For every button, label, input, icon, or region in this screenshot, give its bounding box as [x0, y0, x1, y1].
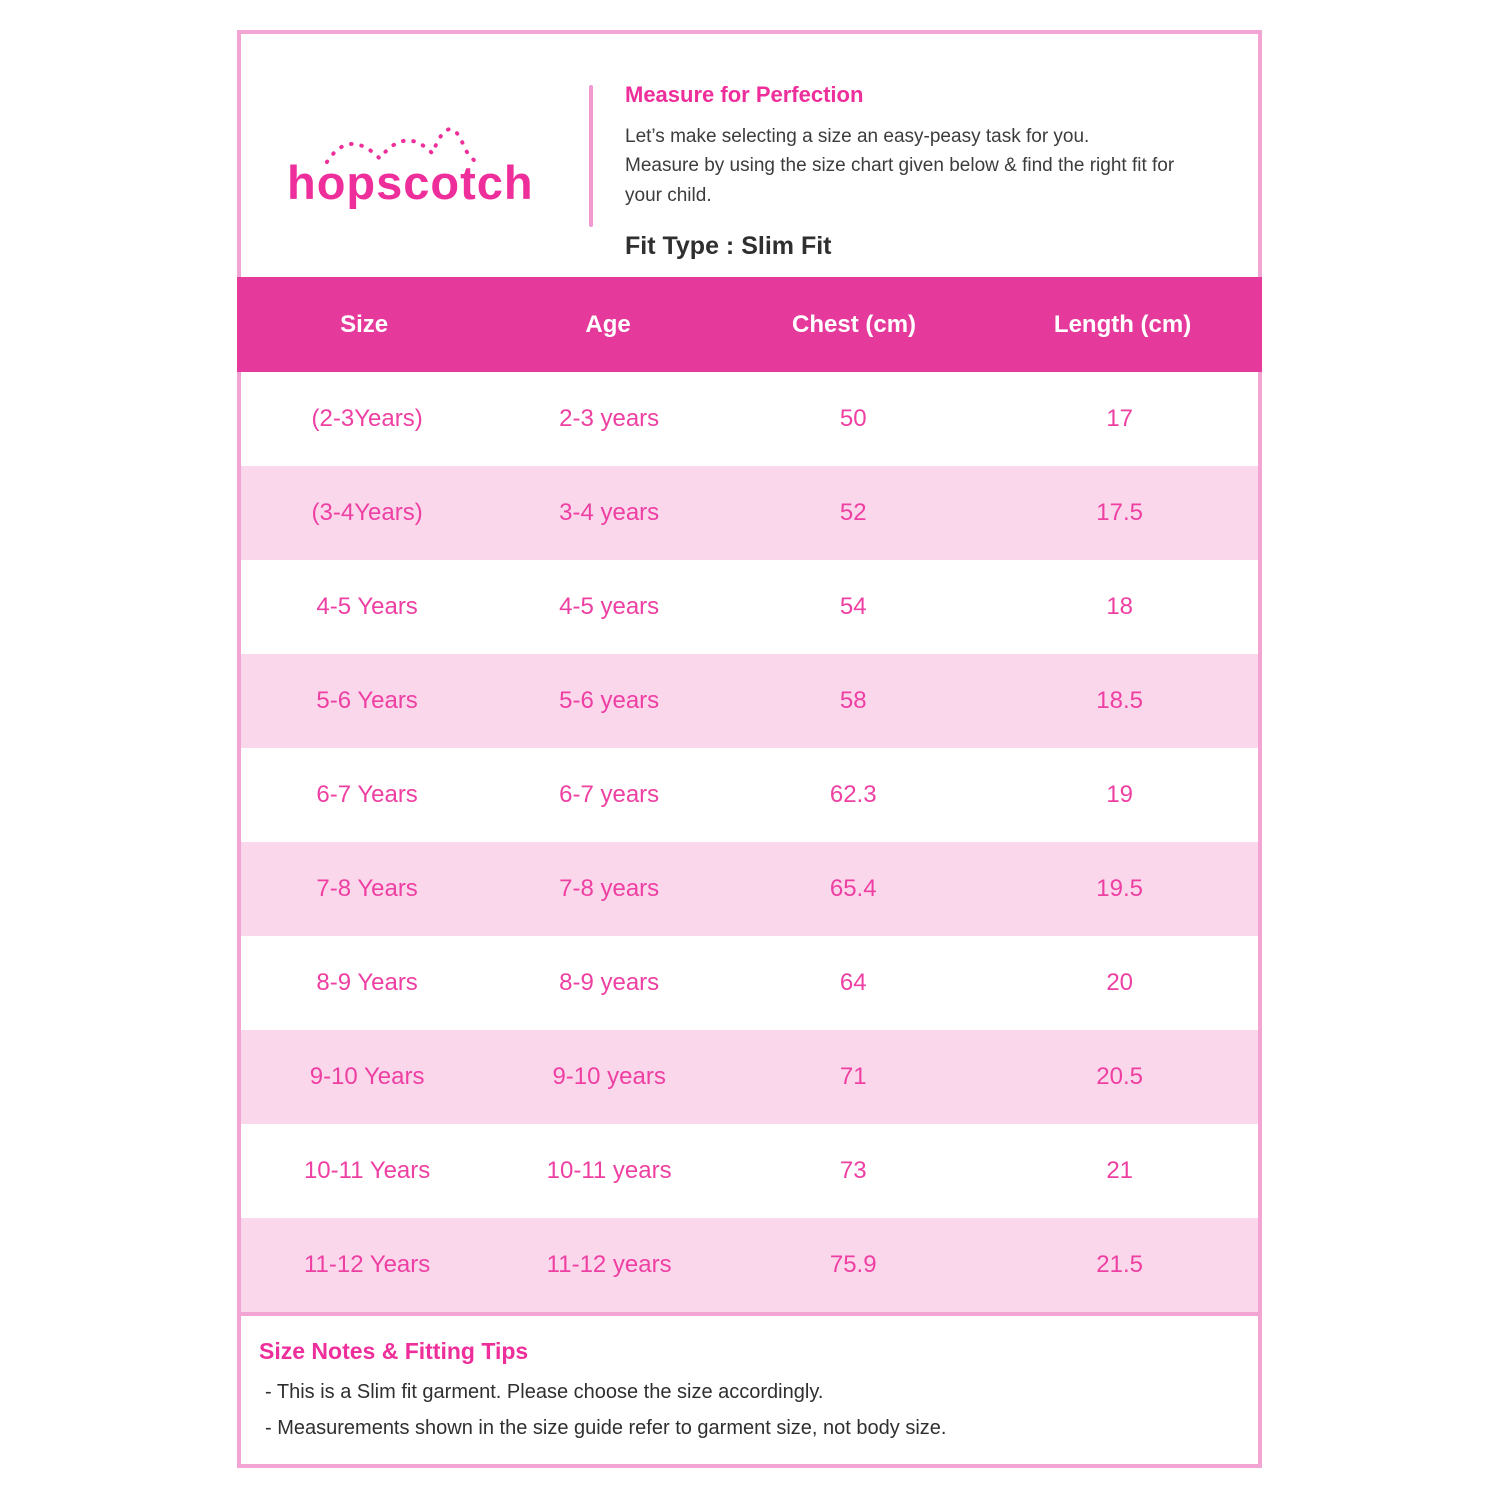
column-header-length: Length (cm)	[1053, 310, 1192, 338]
cell-chest: 73	[839, 1157, 867, 1184]
intro-body	[625, 122, 1203, 210]
column-header-size: Size	[340, 310, 389, 338]
table-row	[241, 372, 1258, 466]
cell-chest: 75.9	[829, 1251, 877, 1278]
cell-age: 3-4 years	[559, 499, 660, 526]
cell-chest: 52	[839, 499, 867, 526]
cell-age: 9-10 years	[552, 1063, 666, 1090]
table-body	[241, 372, 1258, 1312]
table-row	[241, 654, 1258, 748]
table-row	[241, 1030, 1258, 1124]
cell-age: 8-9 years	[559, 969, 660, 996]
cell-chest: 50	[839, 405, 867, 432]
fit-type-label: Fit Type : Slim Fit	[625, 232, 832, 261]
cell-chest: 71	[839, 1063, 867, 1090]
header-section	[241, 34, 1258, 277]
cell-length: 18	[1106, 593, 1134, 620]
intro-block	[593, 34, 1258, 261]
note-item: - Measurements shown in the size guide refer to garment size, not body size.	[265, 1417, 947, 1439]
table-row	[241, 936, 1258, 1030]
notes-section	[241, 1312, 1258, 1464]
brand-logo	[287, 113, 547, 209]
cell-size: 4-5 Years	[316, 593, 418, 620]
cell-length: 20	[1106, 969, 1134, 996]
cell-age: 6-7 years	[559, 781, 660, 808]
cell-age: 2-3 years	[559, 405, 660, 432]
intro-line-1: Let’s make selecting a size an easy-peasy task for you.	[625, 126, 1090, 147]
table-row	[241, 842, 1258, 936]
cell-chest: 65.4	[829, 875, 877, 902]
cell-age: 5-6 years	[559, 687, 660, 714]
cell-size: 8-9 Years	[316, 969, 418, 996]
intro-line-2: Measure by using the size chart given below & find the right fit for your child.	[625, 155, 1175, 206]
cell-size: 6-7 Years	[316, 781, 418, 808]
cell-size: 7-8 Years	[316, 875, 418, 902]
notes-heading: Size Notes & Fitting Tips	[259, 1338, 529, 1364]
cell-chest: 62.3	[829, 781, 877, 808]
cell-length: 21.5	[1096, 1251, 1144, 1278]
table-row	[241, 560, 1258, 654]
cell-size: 9-10 Years	[309, 1063, 425, 1090]
cell-chest: 54	[839, 593, 867, 620]
cell-age: 4-5 years	[559, 593, 660, 620]
cell-length: 17	[1106, 405, 1134, 432]
column-header-chest: Chest (cm)	[792, 310, 917, 338]
cell-age: 11-12 years	[546, 1251, 672, 1278]
cell-age: 10-11 years	[546, 1157, 672, 1184]
cell-size: (3-4Years)	[311, 499, 423, 526]
brand-logo-text: hopscotch	[287, 156, 534, 209]
table-header-row	[237, 277, 1262, 372]
intro-heading: Measure for Perfection	[625, 82, 864, 107]
table-row	[241, 466, 1258, 560]
cell-length: 19	[1106, 781, 1134, 808]
table-row	[241, 1218, 1258, 1312]
column-header-age: Age	[585, 310, 631, 338]
cell-age: 7-8 years	[559, 875, 660, 902]
cell-length: 17.5	[1096, 499, 1144, 526]
cell-size: 5-6 Years	[316, 687, 418, 714]
table-row	[241, 1124, 1258, 1218]
cell-size: 11-12 Years	[303, 1251, 431, 1278]
cell-size: (2-3Years)	[311, 405, 423, 432]
cell-length: 19.5	[1096, 875, 1144, 902]
table-row	[241, 748, 1258, 842]
size-chart-card	[237, 30, 1262, 1468]
note-item: - This is a Slim fit garment. Please choose the size accordingly.	[265, 1381, 824, 1403]
cell-chest: 64	[839, 969, 867, 996]
cell-chest: 58	[839, 687, 867, 714]
cell-length: 18.5	[1096, 687, 1144, 714]
size-table	[237, 277, 1262, 1312]
cell-size: 10-11 Years	[303, 1157, 431, 1184]
cell-length: 21	[1106, 1157, 1134, 1184]
cell-length: 20.5	[1096, 1063, 1144, 1090]
